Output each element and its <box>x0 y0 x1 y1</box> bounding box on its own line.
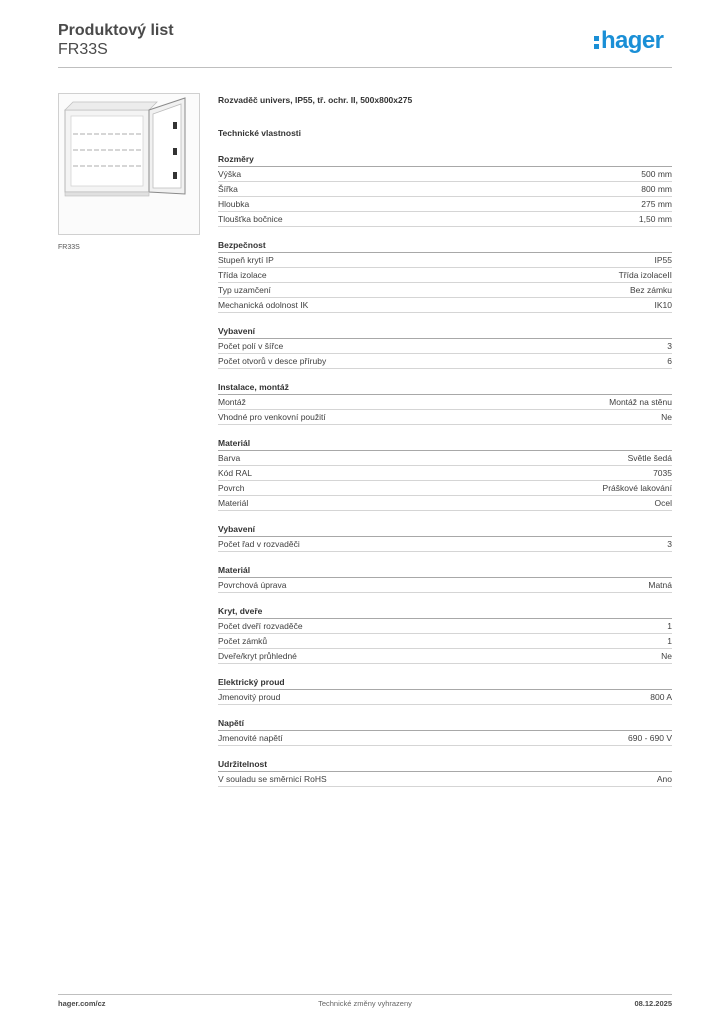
spec-label: Kód RAL <box>218 468 253 478</box>
section-title: Napětí <box>218 716 672 731</box>
spec-value: Ocel <box>654 498 672 508</box>
spec-label: Jmenovitý proud <box>218 692 281 702</box>
spec-value: 800 mm <box>641 184 672 194</box>
spec-section <box>218 238 672 313</box>
spec-label: Počet dveří rozvaděče <box>218 621 303 631</box>
spec-value: IP55 <box>654 255 672 265</box>
spec-label: Počet otvorů v desce příruby <box>218 356 327 366</box>
spec-value: 1 <box>667 636 672 646</box>
spec-section <box>218 436 672 511</box>
section-title: Materiál <box>218 563 672 578</box>
spec-value: 800 A <box>650 692 672 702</box>
spec-label: Stupeň krytí IP <box>218 255 274 265</box>
spec-value: Ano <box>656 774 672 784</box>
spec-label: Počet řad v rozvaděči <box>218 539 300 549</box>
spec-value: 1 <box>667 621 672 631</box>
product-description: Rozvaděč univers, IP55, tř. ochr. II, 500x800x275 <box>218 95 413 105</box>
spec-row <box>218 731 672 746</box>
section-title: Rozměry <box>218 152 672 167</box>
hager-logo <box>594 29 663 53</box>
spec-section <box>218 757 672 787</box>
spec-label: Jmenovité napětí <box>218 733 283 743</box>
spec-value: Bez zámku <box>629 285 672 295</box>
spec-label: Tloušťka bočnice <box>218 214 283 224</box>
section-title: Udržitelnost <box>218 757 672 772</box>
spec-row <box>218 619 672 634</box>
footer-website: hager.com/cz <box>58 999 106 1008</box>
spec-label: Výška <box>218 169 242 179</box>
spec-section <box>218 152 672 227</box>
spec-label: Vhodné pro venkovní použití <box>218 412 326 422</box>
spec-row <box>218 578 672 593</box>
spec-label: Povrch <box>218 483 245 493</box>
section-title: Vybavení <box>218 324 672 339</box>
section-title: Bezpečnost <box>218 238 672 253</box>
spec-row <box>218 253 672 268</box>
section-title: Elektrický proud <box>218 675 672 690</box>
spec-row <box>218 197 672 212</box>
spec-value: 1,50 mm <box>638 214 672 224</box>
spec-label: Typ uzamčení <box>218 285 271 295</box>
spec-row <box>218 481 672 496</box>
spec-value: IK10 <box>654 300 672 310</box>
spec-value: 500 mm <box>641 169 672 179</box>
spec-value: 275 mm <box>641 199 672 209</box>
spec-row <box>218 410 672 425</box>
spec-label: Materiál <box>218 498 249 508</box>
section-title: Vybavení <box>218 522 672 537</box>
spec-label: Dveře/kryt průhledné <box>218 651 297 661</box>
spec-section <box>218 522 672 552</box>
spec-label: Povrchová úprava <box>218 580 287 590</box>
page-footer <box>58 994 672 1013</box>
spec-value: 6 <box>667 356 672 366</box>
spec-label: Montáž <box>218 397 246 407</box>
logo-dots-icon <box>594 36 599 49</box>
spec-section <box>218 604 672 664</box>
spec-value: Montáž na stěnu <box>609 397 672 407</box>
spec-row <box>218 212 672 227</box>
spec-label: V souladu se směrnicí RoHS <box>218 774 327 784</box>
document-header <box>58 21 174 59</box>
logo-text: hager <box>601 27 664 54</box>
spec-value: 3 <box>667 341 672 351</box>
spec-row <box>218 182 672 197</box>
spec-sections <box>218 152 672 787</box>
enclosure-illustration-icon <box>59 94 199 234</box>
spec-value: 690 - 690 V <box>628 733 672 743</box>
product-code: FR33S <box>58 41 108 58</box>
spec-row <box>218 690 672 705</box>
spec-row <box>218 466 672 481</box>
spec-value: Ne <box>661 412 672 422</box>
spec-value: Matná <box>648 580 672 590</box>
technical-properties-heading: Technické vlastnosti <box>218 128 301 138</box>
spec-row <box>218 283 672 298</box>
spec-value: 3 <box>667 539 672 549</box>
section-title: Kryt, dveře <box>218 604 672 619</box>
spec-row <box>218 298 672 313</box>
spec-section <box>218 324 672 369</box>
product-image <box>58 93 200 235</box>
spec-value: Práškové lakování <box>602 483 672 493</box>
spec-value: 7035 <box>653 468 672 478</box>
spec-label: Počet zámků <box>218 636 268 646</box>
spec-row <box>218 451 672 466</box>
spec-label: Mechanická odolnost IK <box>218 300 309 310</box>
spec-label: Hloubka <box>218 199 250 209</box>
spec-label: Barva <box>218 453 241 463</box>
image-caption: FR33S <box>58 244 80 251</box>
spec-label: Počet polí v šířce <box>218 341 284 351</box>
spec-row <box>218 167 672 182</box>
spec-value: Ne <box>661 651 672 661</box>
spec-row <box>218 537 672 552</box>
spec-label: Šířka <box>218 184 238 194</box>
spec-section <box>218 716 672 746</box>
section-title: Materiál <box>218 436 672 451</box>
spec-section <box>218 563 672 593</box>
spec-value: Světle šedá <box>627 453 672 463</box>
spec-row <box>218 649 672 664</box>
document-title: Produktový list <box>58 22 174 39</box>
footer-date: 08.12.2025 <box>634 999 672 1008</box>
section-title: Instalace, montáž <box>218 380 672 395</box>
spec-row <box>218 395 672 410</box>
spec-section <box>218 675 672 705</box>
spec-row <box>218 354 672 369</box>
spec-value: Třída izolaceII <box>618 270 672 280</box>
technical-content <box>218 95 672 798</box>
spec-row <box>218 268 672 283</box>
spec-label: Třída izolace <box>218 270 267 280</box>
spec-row <box>218 339 672 354</box>
spec-row <box>218 772 672 787</box>
spec-row <box>218 496 672 511</box>
footer-notice: Technické změny vyhrazeny <box>318 999 412 1008</box>
header-divider <box>58 67 672 68</box>
spec-row <box>218 634 672 649</box>
spec-section <box>218 380 672 425</box>
